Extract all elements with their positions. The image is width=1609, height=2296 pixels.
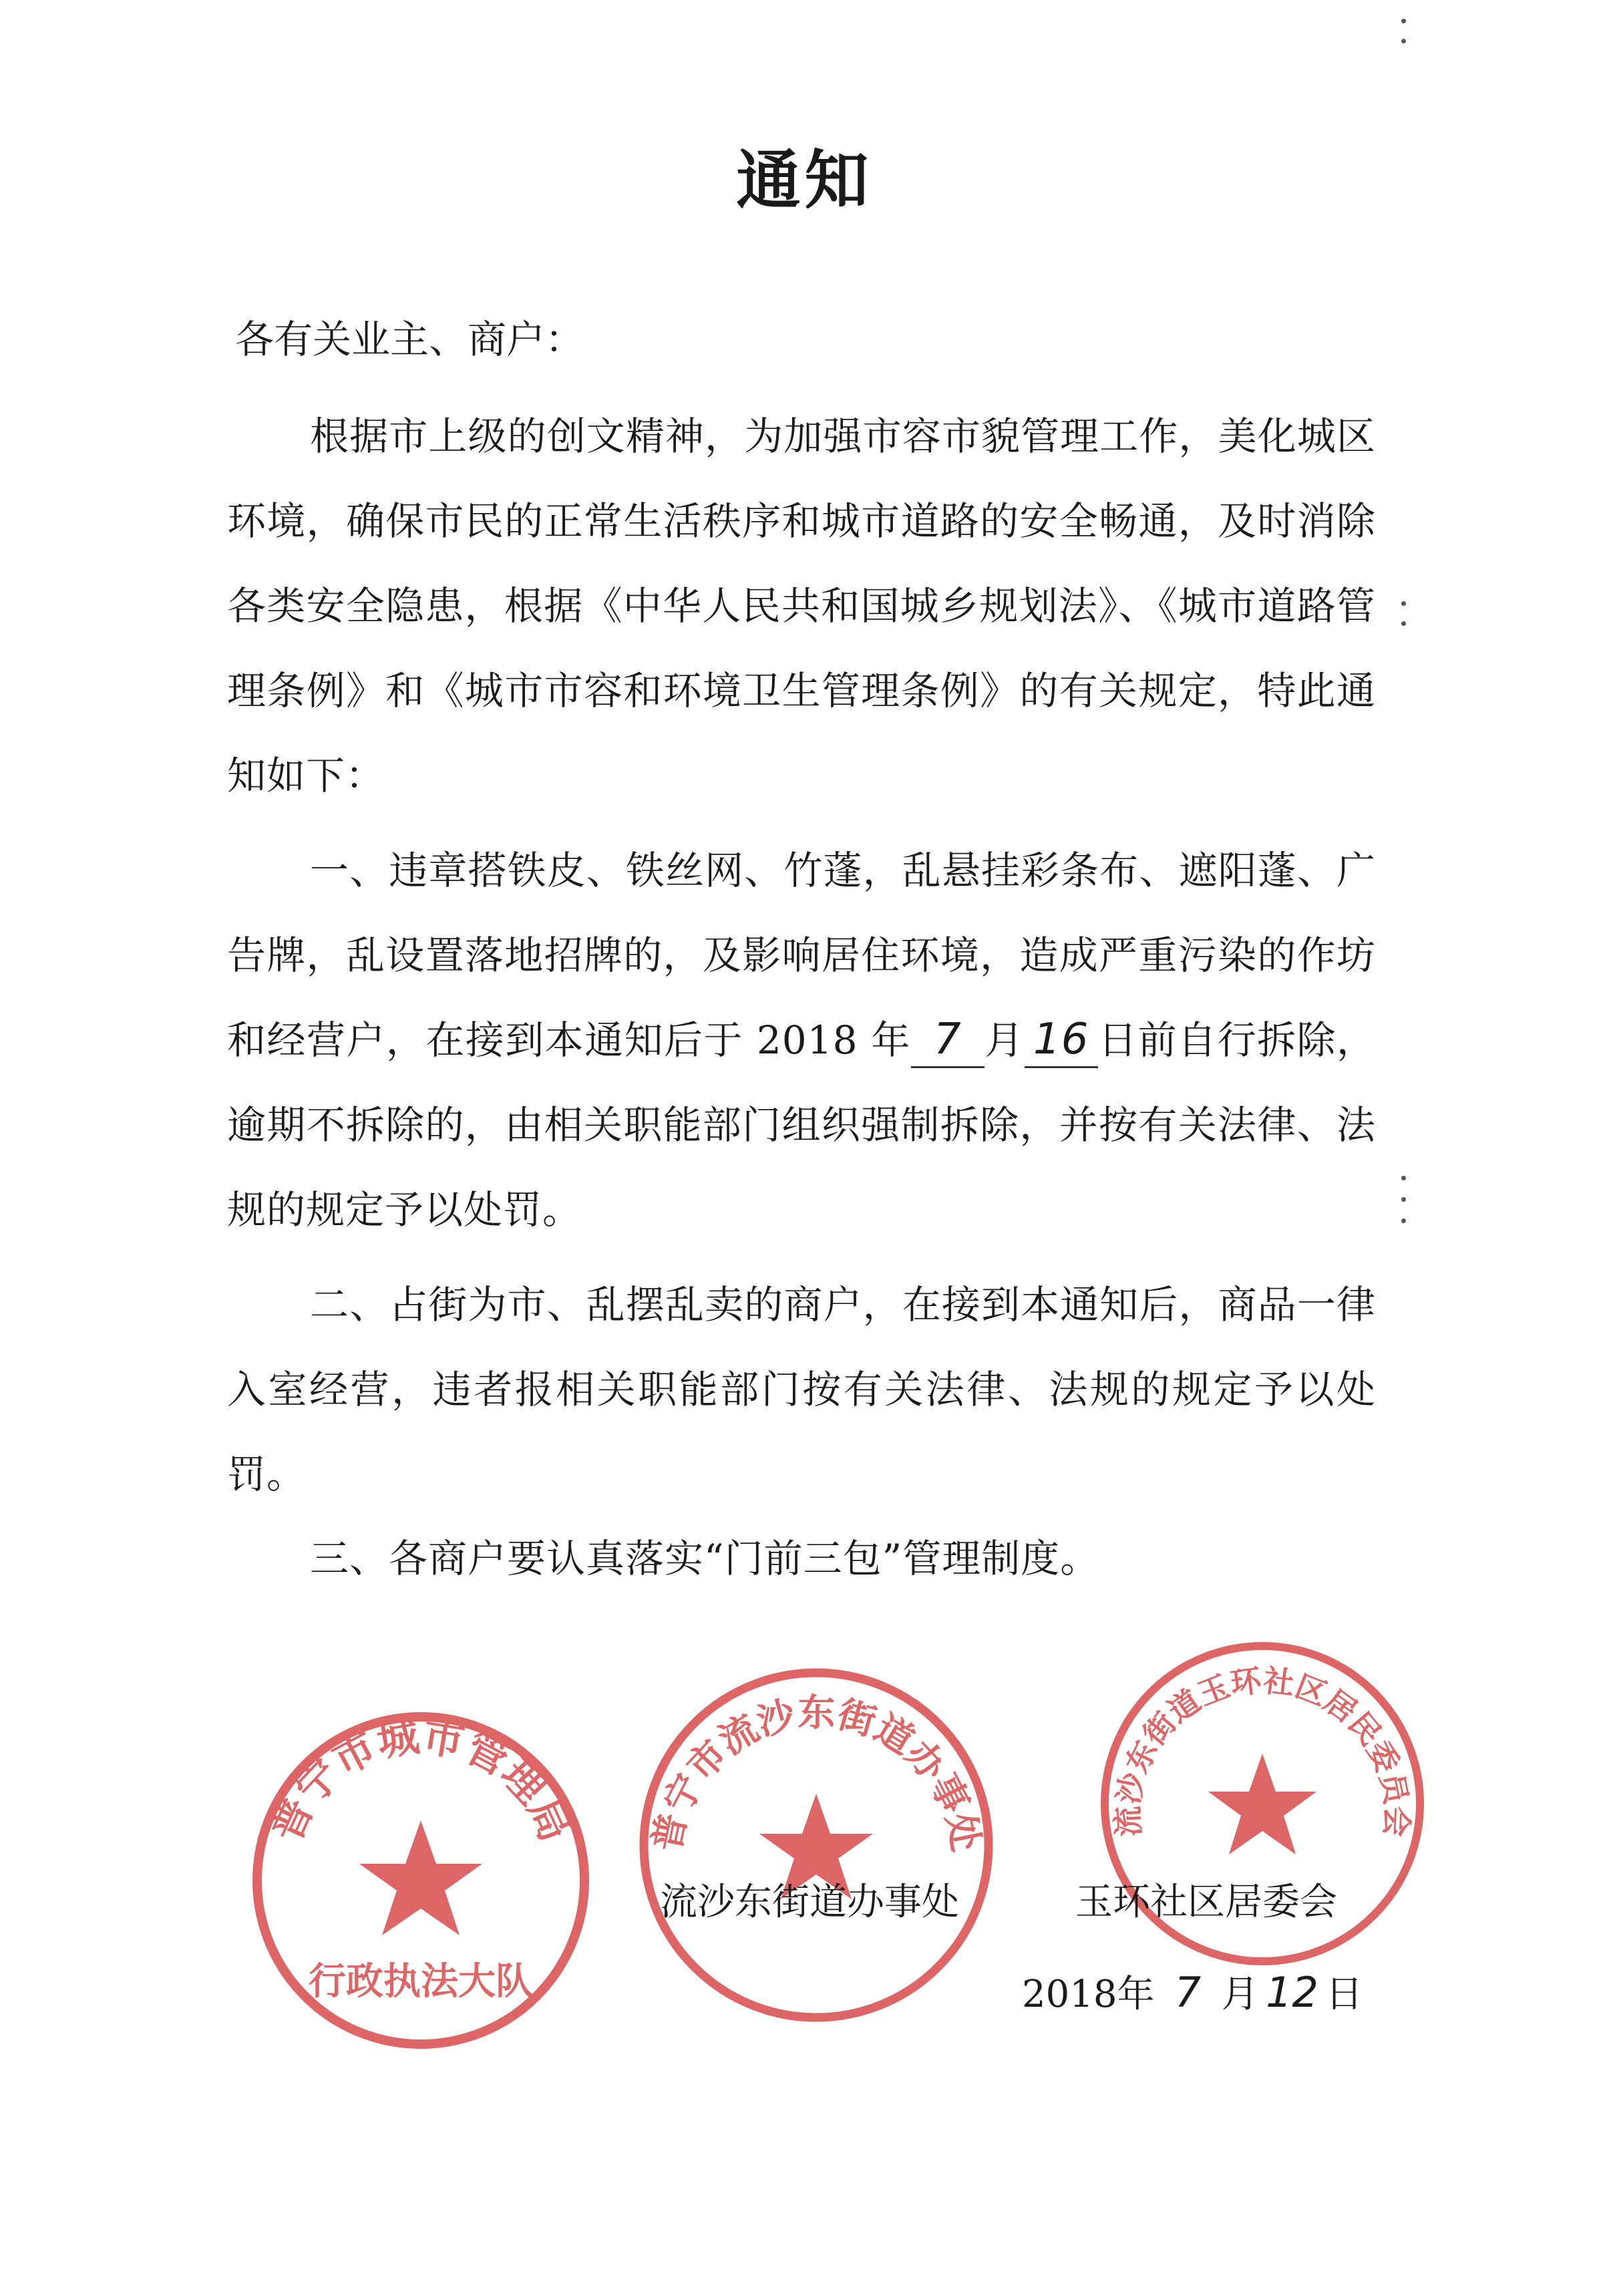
city-management-seal	[247, 1707, 594, 2054]
street-seal-arc-text: 普宁市流沙东街道办事处	[645, 1691, 988, 1855]
intro-paragraph: 根据市上级的创文精神，为加强市容市貌管理工作，美化城区环境，确保市民的正常生活秩序和城市道路的安全畅通，及时消除各类安全隐患，根据《中华人民共和国城乡规划法》、《城市道路管理条例》和《城市市容和环境卫生管理条例》的有关规定，特此通知如下：	[227, 414, 1376, 798]
item-one-text-after: 日前自行拆除，逾期不拆除的，由相关职能部门组织强制拆除，并按有关法律、法规的规定予以处罚。	[227, 1017, 1376, 1233]
document-title: 通知	[736, 142, 873, 218]
handwritten-deadline-day: 16	[1025, 1013, 1098, 1068]
handwritten-sign-month: 7	[1174, 1968, 1202, 2017]
scan-speck	[1401, 1176, 1406, 1180]
city-seal-inner-text: 行政执法大队	[309, 1960, 533, 2003]
city-seal-arc-text: 普宁市城市管理局	[261, 1711, 580, 1849]
sign-date-day-unit: 日	[1325, 1973, 1363, 2016]
scan-speck	[1401, 1218, 1406, 1223]
sign-date-month-unit: 月	[1221, 1973, 1259, 2016]
scan-speck	[1401, 1197, 1406, 1202]
scan-speck	[1401, 19, 1406, 23]
item-one-month-unit: 月	[984, 1017, 1025, 1063]
handwritten-sign-day: 12	[1266, 1968, 1318, 2017]
scan-speck	[1401, 621, 1406, 626]
community-seal-arc-text: 流沙东街道玉环社区居民委员会	[1109, 1662, 1415, 1838]
street-office-seal	[635, 1663, 999, 2027]
sign-date-year: 2018	[1022, 1973, 1117, 2016]
item-one-text-before: 一、违章搭铁皮、铁丝网、竹蓬，乱悬挂彩条布、遮阳蓬、广告牌，乱设置落地招牌的，及影响居住环境，造成严重污染的作坊和经营户，在接到本通知后于 2018 年	[227, 848, 1376, 1063]
scan-speck	[1401, 39, 1406, 43]
item-one-paragraph	[227, 828, 1376, 1253]
seal-star-icon	[359, 1820, 482, 1935]
sign-date	[1022, 1963, 1363, 2025]
salutation: 各有关业主、商户：	[235, 317, 584, 362]
item-two-paragraph: 二、占街为市、乱摆乱卖的商户，在接到本通知后，商品一律入室经营，违者报相关职能部门按有关法律、法规的规定予以处罚。	[227, 1282, 1376, 1497]
signer-street-office: 流沙东街道办事处	[660, 1880, 959, 1924]
seal-star-icon	[1208, 1754, 1316, 1854]
sign-date-year-unit: 年	[1117, 1973, 1155, 2016]
signer-community: 玉环社区居委会	[1075, 1880, 1337, 1924]
item-three-paragraph: 三、各商户要认真落实“门前三包”管理制度。	[310, 1536, 1100, 1581]
handwritten-deadline-month: 7	[911, 1013, 985, 1068]
scan-speck	[1401, 601, 1406, 606]
